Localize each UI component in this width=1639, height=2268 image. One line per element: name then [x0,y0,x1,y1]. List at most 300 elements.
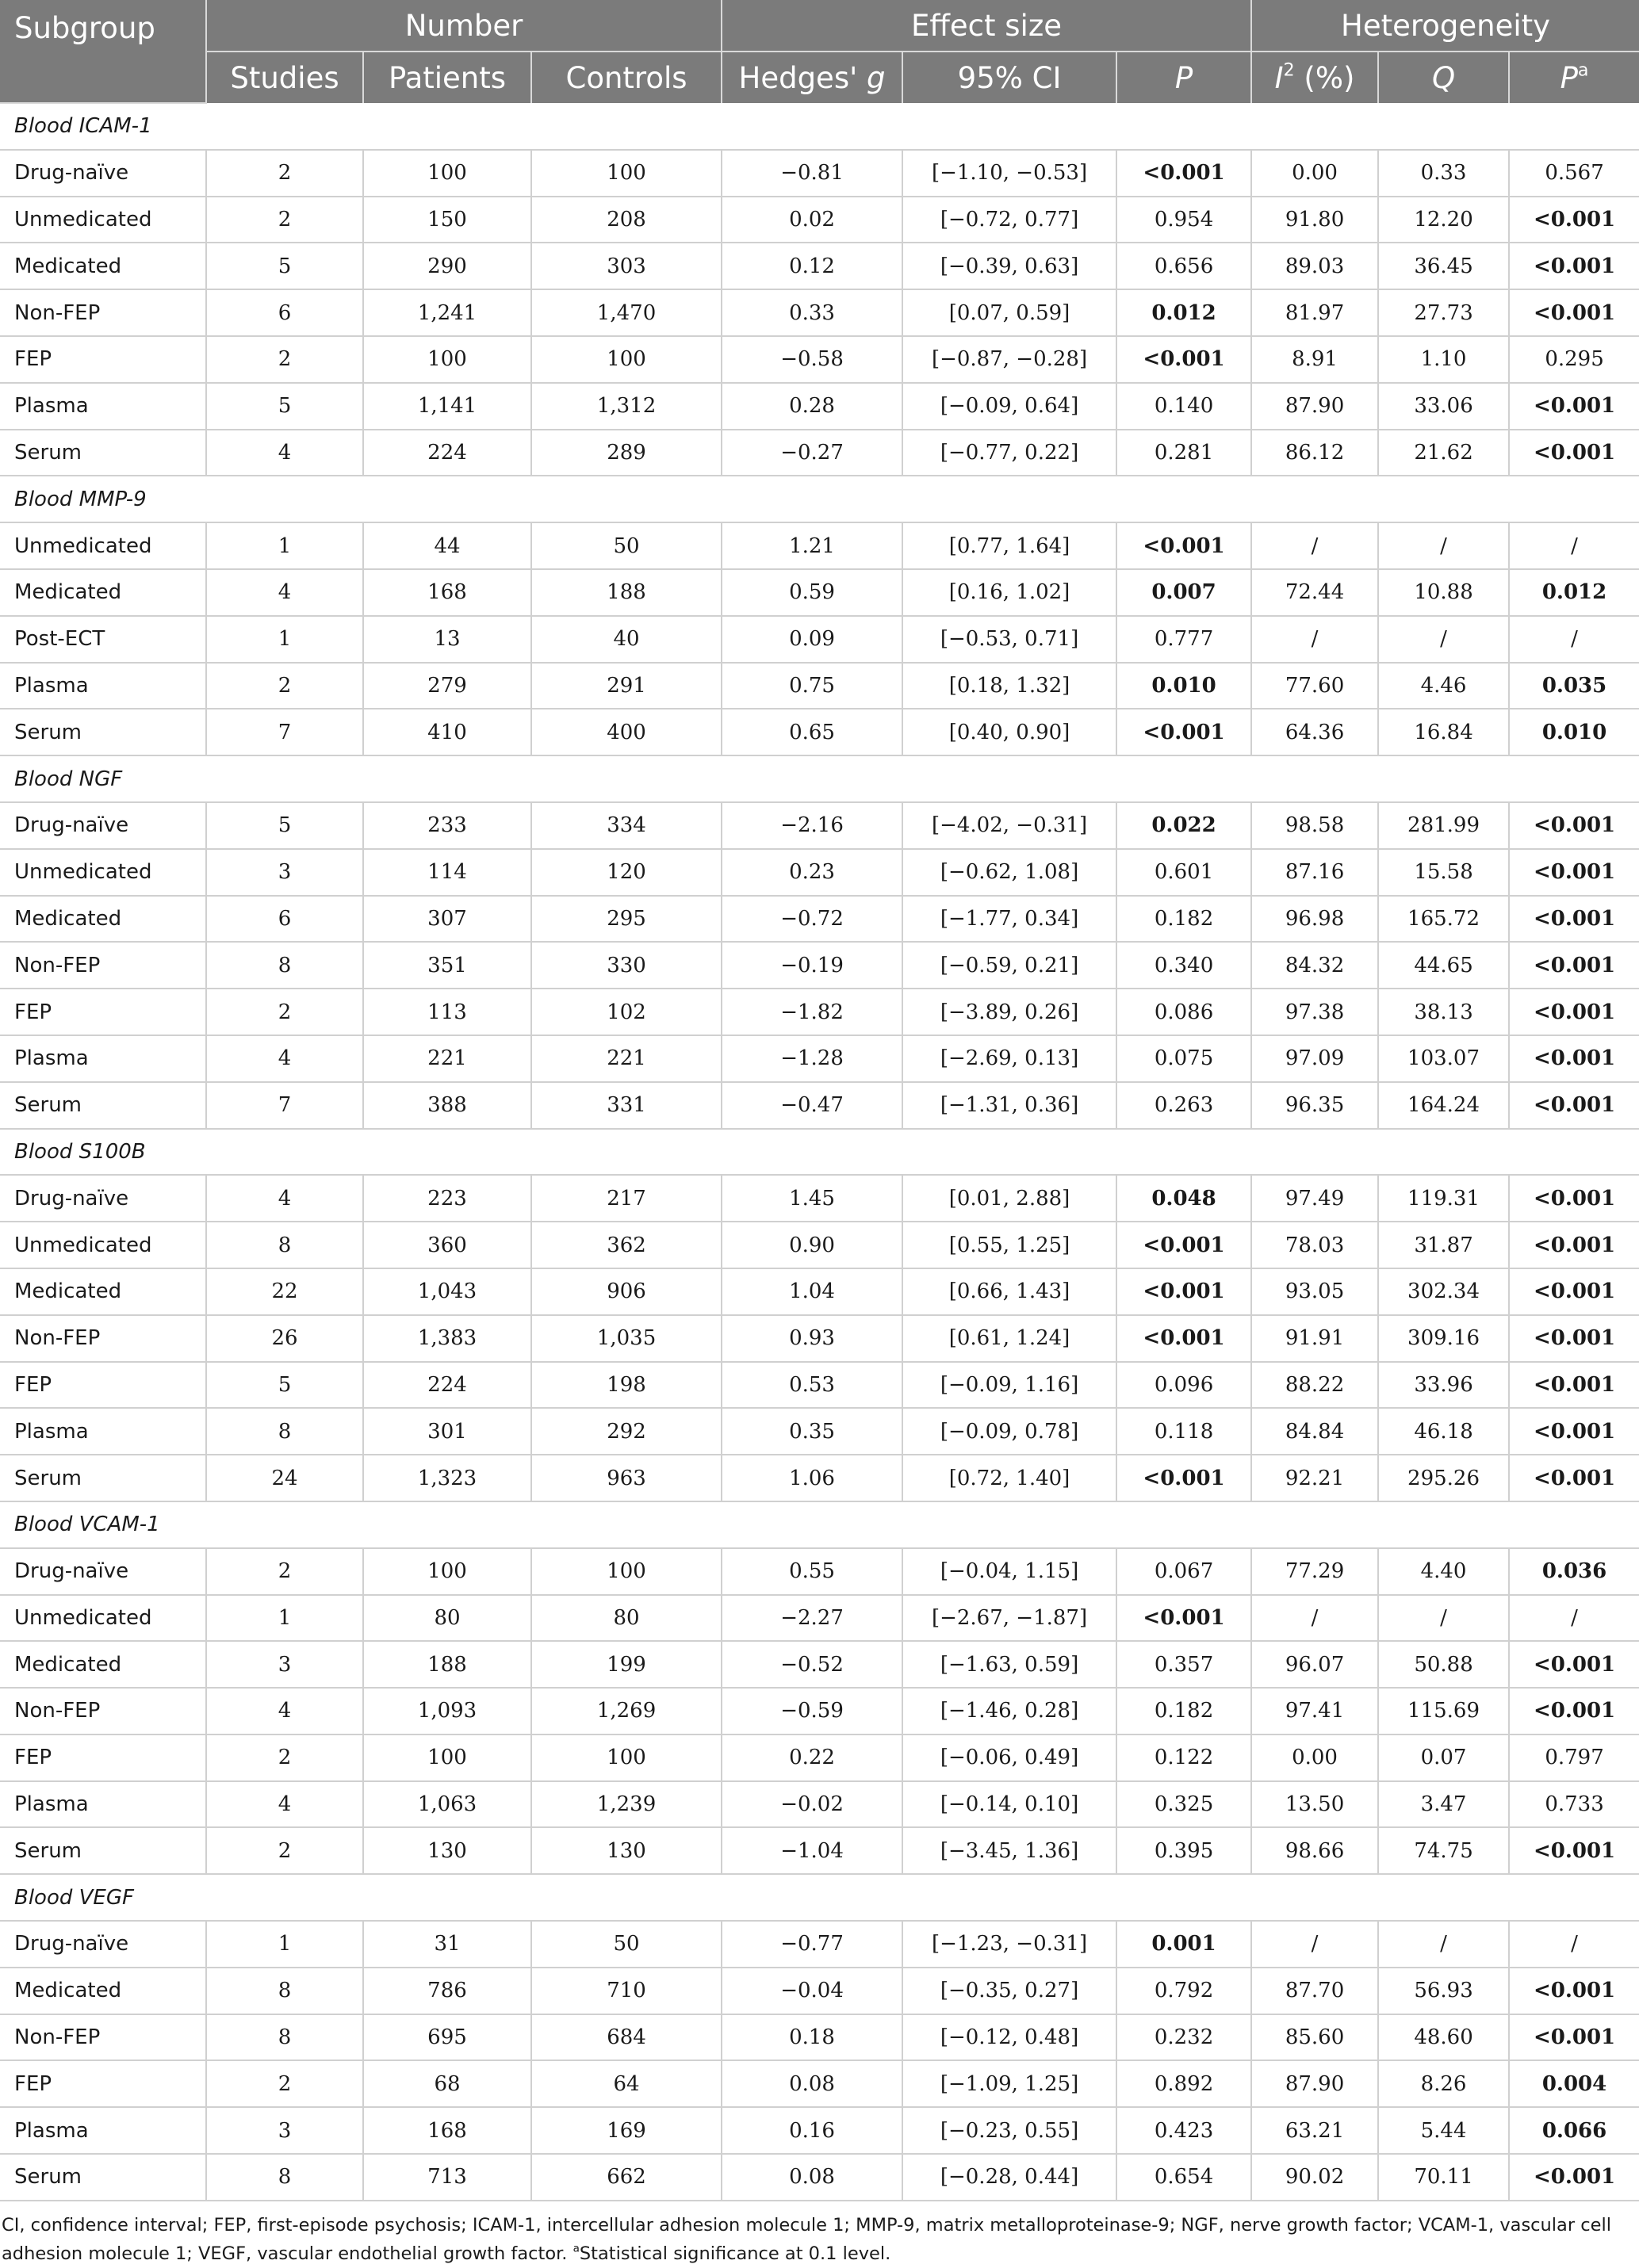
cell-studies: 5 [206,802,363,849]
cell-subgroup: Plasma [0,1035,206,1082]
cell-q: 36.45 [1378,243,1509,289]
cell-pa: / [1509,522,1639,569]
table-row [0,1548,1639,1595]
cell-patients: 188 [363,1641,531,1688]
cell-i2: 96.35 [1251,1082,1378,1129]
cell-i2: 96.07 [1251,1641,1378,1688]
cell-controls: 662 [531,2154,722,2201]
cell-pa: <0.001 [1509,942,1639,989]
cell-pa: 0.004 [1509,2060,1639,2107]
cell-studies: 5 [206,383,363,430]
cell-subgroup: Drug-naïve [0,1921,206,1968]
cell-95ci: [−1.10, −0.53] [902,150,1116,197]
cell-q: 115.69 [1378,1688,1509,1734]
cell-patients: 307 [363,896,531,943]
cell-patients: 233 [363,802,531,849]
cell-q: 10.88 [1378,569,1509,616]
table-row [0,1268,1639,1315]
cell-hedges-g: 0.09 [722,616,902,663]
header-hedges-g: Hedges' g [722,52,902,103]
cell-pa: / [1509,1595,1639,1642]
group-title: Blood ICAM-1 [0,103,1639,150]
cell-p: 0.357 [1116,1641,1251,1688]
cell-p: 0.777 [1116,616,1251,663]
table-row [0,430,1639,476]
cell-patients: 1,093 [363,1688,531,1734]
cell-hedges-g: −0.27 [722,430,902,476]
cell-q: 16.84 [1378,709,1509,755]
cell-hedges-g: 1.45 [722,1175,902,1222]
table-row [0,2107,1639,2154]
cell-controls: 40 [531,616,722,663]
table-row [0,989,1639,1035]
cell-subgroup: Non-FEP [0,942,206,989]
cell-i2: 63.21 [1251,2107,1378,2154]
cell-pa: / [1509,1921,1639,1968]
cell-studies: 3 [206,2107,363,2154]
cell-i2: 8.91 [1251,336,1378,383]
cell-p: 0.022 [1116,802,1251,849]
cell-p: 0.118 [1116,1408,1251,1455]
cell-q: 0.33 [1378,150,1509,197]
group-header-row [0,103,1639,150]
cell-patients: 786 [363,1968,531,2014]
cell-q: 38.13 [1378,989,1509,1035]
cell-pa: 0.035 [1509,663,1639,709]
cell-pa: <0.001 [1509,1362,1639,1409]
cell-studies: 5 [206,1362,363,1409]
cell-p: 0.001 [1116,1921,1251,1968]
cell-i2: 81.97 [1251,289,1378,336]
cell-patients: 1,323 [363,1455,531,1501]
group-header-row [0,1129,1639,1176]
cell-patients: 223 [363,1175,531,1222]
cell-subgroup: Medicated [0,1641,206,1688]
cell-pa: 0.733 [1509,1781,1639,1828]
cell-subgroup: Drug-naïve [0,1548,206,1595]
table-row [0,243,1639,289]
cell-p: <0.001 [1116,1455,1251,1501]
cell-pa: 0.295 [1509,336,1639,383]
cell-hedges-g: 0.53 [722,1362,902,1409]
table-row [0,802,1639,849]
cell-controls: 1,269 [531,1688,722,1734]
cell-q: 44.65 [1378,942,1509,989]
cell-p: <0.001 [1116,150,1251,197]
cell-p: 0.954 [1116,197,1251,243]
cell-p: <0.001 [1116,336,1251,383]
cell-q: 165.72 [1378,896,1509,943]
cell-controls: 50 [531,522,722,569]
cell-hedges-g: 0.18 [722,2014,902,2061]
cell-controls: 330 [531,942,722,989]
cell-p: <0.001 [1116,1595,1251,1642]
cell-studies: 22 [206,1268,363,1315]
cell-q: 295.26 [1378,1455,1509,1501]
cell-i2: 13.50 [1251,1781,1378,1828]
cell-hedges-g: 0.33 [722,289,902,336]
cell-pa: <0.001 [1509,2154,1639,2201]
cell-q: / [1378,522,1509,569]
cell-controls: 100 [531,1548,722,1595]
cell-i2: 77.29 [1251,1548,1378,1595]
cell-patients: 113 [363,989,531,1035]
table-row [0,2154,1639,2201]
cell-studies: 2 [206,663,363,709]
cell-subgroup: Plasma [0,2107,206,2154]
cell-patients: 168 [363,2107,531,2154]
cell-studies: 5 [206,243,363,289]
cell-95ci: [−0.39, 0.63] [902,243,1116,289]
cell-patients: 221 [363,1035,531,1082]
table-row [0,1968,1639,2014]
cell-studies: 24 [206,1455,363,1501]
cell-subgroup: Non-FEP [0,289,206,336]
cell-controls: 198 [531,1362,722,1409]
cell-controls: 362 [531,1222,722,1268]
cell-patients: 279 [363,663,531,709]
cell-patients: 13 [363,616,531,663]
table-row [0,522,1639,569]
cell-p: <0.001 [1116,1315,1251,1362]
cell-hedges-g: 0.23 [722,849,902,896]
table-body [0,103,1639,2201]
table-row [0,942,1639,989]
cell-studies: 3 [206,1641,363,1688]
cell-i2: 0.00 [1251,1734,1378,1781]
cell-q: 309.16 [1378,1315,1509,1362]
cell-patients: 100 [363,1734,531,1781]
cell-controls: 1,035 [531,1315,722,1362]
cell-i2: 97.41 [1251,1688,1378,1734]
cell-hedges-g: 1.06 [722,1455,902,1501]
cell-95ci: [0.16, 1.02] [902,569,1116,616]
cell-95ci: [−1.77, 0.34] [902,896,1116,943]
cell-95ci: [0.55, 1.25] [902,1222,1116,1268]
cell-q: 21.62 [1378,430,1509,476]
cell-p: 0.232 [1116,2014,1251,2061]
cell-subgroup: Drug-naïve [0,802,206,849]
cell-q: 27.73 [1378,289,1509,336]
cell-pa: 0.567 [1509,150,1639,197]
cell-q: 119.31 [1378,1175,1509,1222]
header-pa: $P^a$ [1509,52,1639,103]
cell-i2: / [1251,522,1378,569]
header-number: Number [206,0,722,52]
table-header [0,0,1639,103]
cell-q: 50.88 [1378,1641,1509,1688]
header-patients: Patients [363,52,531,103]
cell-pa: 0.036 [1509,1548,1639,1595]
cell-p: <0.001 [1116,709,1251,755]
cell-q: 164.24 [1378,1082,1509,1129]
cell-pa: <0.001 [1509,989,1639,1035]
group-title: Blood VCAM-1 [0,1501,1639,1548]
cell-q: 0.07 [1378,1734,1509,1781]
header-studies: Studies [206,52,363,103]
cell-studies: 2 [206,150,363,197]
cell-studies: 2 [206,989,363,1035]
cell-controls: 80 [531,1595,722,1642]
table-row [0,2060,1639,2107]
cell-i2: 97.38 [1251,989,1378,1035]
cell-hedges-g: 0.22 [722,1734,902,1781]
cell-pa: 0.797 [1509,1734,1639,1781]
cell-subgroup: Drug-naïve [0,1175,206,1222]
cell-95ci: [−0.77, 0.22] [902,430,1116,476]
cell-pa: 0.066 [1509,2107,1639,2154]
cell-patients: 130 [363,1827,531,1874]
cell-95ci: [−0.28, 0.44] [902,2154,1116,2201]
cell-hedges-g: −1.04 [722,1827,902,1874]
table-row [0,197,1639,243]
cell-pa: / [1509,616,1639,663]
cell-subgroup: Plasma [0,1781,206,1828]
table-row [0,1781,1639,1828]
cell-controls: 710 [531,1968,722,2014]
cell-i2: 96.98 [1251,896,1378,943]
cell-subgroup: Serum [0,709,206,755]
cell-hedges-g: 0.93 [722,1315,902,1362]
cell-studies: 8 [206,942,363,989]
cell-studies: 4 [206,1175,363,1222]
cell-p: 0.012 [1116,289,1251,336]
cell-subgroup: Unmedicated [0,1222,206,1268]
cell-p: 0.656 [1116,243,1251,289]
cell-hedges-g: 0.08 [722,2060,902,2107]
header-95ci: 95% CI [902,52,1116,103]
cell-95ci: [−0.23, 0.55] [902,2107,1116,2154]
cell-pa: <0.001 [1509,383,1639,430]
cell-hedges-g: 0.90 [722,1222,902,1268]
cell-q: 46.18 [1378,1408,1509,1455]
cell-studies: 8 [206,1222,363,1268]
cell-i2: 64.36 [1251,709,1378,755]
cell-patients: 168 [363,569,531,616]
cell-studies: 1 [206,1595,363,1642]
cell-studies: 7 [206,1082,363,1129]
table-row [0,1222,1639,1268]
cell-controls: 1,239 [531,1781,722,1828]
cell-studies: 1 [206,616,363,663]
cell-hedges-g: −0.72 [722,896,902,943]
cell-i2: 87.70 [1251,1968,1378,2014]
cell-95ci: [−0.09, 0.64] [902,383,1116,430]
cell-subgroup: Unmedicated [0,1595,206,1642]
cell-patients: 1,043 [363,1268,531,1315]
cell-controls: 1,312 [531,383,722,430]
cell-i2: 92.21 [1251,1455,1378,1501]
cell-controls: 188 [531,569,722,616]
cell-patients: 224 [363,1362,531,1409]
cell-controls: 963 [531,1455,722,1501]
cell-subgroup: Medicated [0,896,206,943]
cell-q: 15.58 [1378,849,1509,896]
cell-p: 0.140 [1116,383,1251,430]
table-footnote: CI, confidence interval; FEP, first-episode psychosis; ICAM-1, intercellular adhesion molecule 1; MMP-9, matrix metalloproteinase-9; NGF, nerve growth factor; VCAM-1, vascular cell adhesion molecule 1; VEGF, vascular endothelial growth factor. $^a$Statistical significance at 0.1 level. [2,2214,1611,2264]
cell-patients: 410 [363,709,531,755]
table-row [0,1688,1639,1734]
cell-patients: 150 [363,197,531,243]
group-title: Blood S100B [0,1129,1639,1176]
cell-i2: 86.12 [1251,430,1378,476]
cell-subgroup: Unmedicated [0,522,206,569]
cell-studies: 2 [206,336,363,383]
cell-pa: 0.012 [1509,569,1639,616]
cell-hedges-g: −0.81 [722,150,902,197]
cell-controls: 100 [531,150,722,197]
cell-95ci: [−0.09, 1.16] [902,1362,1116,1409]
group-title: Blood NGF [0,755,1639,802]
cell-95ci: [−0.53, 0.71] [902,616,1116,663]
cell-q: 31.87 [1378,1222,1509,1268]
table-row [0,1175,1639,1222]
cell-i2: 85.60 [1251,2014,1378,2061]
cell-hedges-g: 1.21 [722,522,902,569]
cell-patients: 224 [363,430,531,476]
cell-subgroup: Unmedicated [0,849,206,896]
cell-95ci: [0.18, 1.32] [902,663,1116,709]
cell-95ci: [0.77, 1.64] [902,522,1116,569]
cell-hedges-g: 1.04 [722,1268,902,1315]
cell-q: 70.11 [1378,2154,1509,2201]
cell-q: 33.96 [1378,1362,1509,1409]
cell-i2: 98.58 [1251,802,1378,849]
cell-p: 0.067 [1116,1548,1251,1595]
cell-pa: <0.001 [1509,1455,1639,1501]
cell-q: 4.40 [1378,1548,1509,1595]
table-row [0,569,1639,616]
cell-subgroup: Unmedicated [0,197,206,243]
cell-studies: 4 [206,1781,363,1828]
cell-p: 0.601 [1116,849,1251,896]
cell-patients: 388 [363,1082,531,1129]
table-row [0,616,1639,663]
cell-p: 0.182 [1116,1688,1251,1734]
table-row [0,2014,1639,2061]
cell-subgroup: Post-ECT [0,616,206,663]
cell-95ci: [−0.14, 0.10] [902,1781,1116,1828]
cell-i2: 93.05 [1251,1268,1378,1315]
cell-controls: 130 [531,1827,722,1874]
table-row [0,289,1639,336]
cell-hedges-g: 0.65 [722,709,902,755]
cell-95ci: [−3.89, 0.26] [902,989,1116,1035]
cell-studies: 1 [206,1921,363,1968]
cell-subgroup: Serum [0,1082,206,1129]
cell-subgroup: FEP [0,1734,206,1781]
cell-subgroup: Medicated [0,1268,206,1315]
cell-hedges-g: −0.59 [722,1688,902,1734]
table-row [0,1921,1639,1968]
cell-hedges-g: 0.55 [722,1548,902,1595]
cell-95ci: [0.40, 0.90] [902,709,1116,755]
cell-patients: 1,141 [363,383,531,430]
cell-i2: / [1251,1595,1378,1642]
table-row [0,709,1639,755]
header-p: P [1116,52,1251,103]
cell-95ci: [−1.31, 0.36] [902,1082,1116,1129]
cell-95ci: [−0.35, 0.27] [902,1968,1116,2014]
table-row [0,1827,1639,1874]
cell-pa: <0.001 [1509,2014,1639,2061]
cell-95ci: [−0.87, −0.28] [902,336,1116,383]
cell-pa: <0.001 [1509,430,1639,476]
cell-studies: 8 [206,2014,363,2061]
cell-controls: 400 [531,709,722,755]
cell-q: 5.44 [1378,2107,1509,2154]
cell-95ci: [−2.67, −1.87] [902,1595,1116,1642]
cell-pa: <0.001 [1509,802,1639,849]
cell-p: 0.096 [1116,1362,1251,1409]
cell-95ci: [0.01, 2.88] [902,1175,1116,1222]
cell-95ci: [−1.63, 0.59] [902,1641,1116,1688]
table-row [0,663,1639,709]
cell-controls: 50 [531,1921,722,1968]
cell-q: 281.99 [1378,802,1509,849]
group-title: Blood VEGF [0,1874,1639,1921]
cell-hedges-g: −0.77 [722,1921,902,1968]
cell-pa: <0.001 [1509,1082,1639,1129]
header-controls: Controls [531,52,722,103]
cell-patients: 100 [363,150,531,197]
cell-i2: 84.84 [1251,1408,1378,1455]
cell-q: 74.75 [1378,1827,1509,1874]
cell-patients: 1,383 [363,1315,531,1362]
cell-i2: 78.03 [1251,1222,1378,1268]
cell-controls: 100 [531,1734,722,1781]
cell-hedges-g: −0.19 [722,942,902,989]
cell-i2: 77.60 [1251,663,1378,709]
cell-pa: <0.001 [1509,1968,1639,2014]
group-header-row [0,1501,1639,1548]
cell-studies: 4 [206,430,363,476]
cell-controls: 100 [531,336,722,383]
cell-subgroup: FEP [0,989,206,1035]
cell-p: 0.654 [1116,2154,1251,2201]
cell-95ci: [0.72, 1.40] [902,1455,1116,1501]
cell-q: 48.60 [1378,2014,1509,2061]
cell-hedges-g: −2.16 [722,802,902,849]
cell-controls: 684 [531,2014,722,2061]
cell-q: 8.26 [1378,2060,1509,2107]
cell-controls: 221 [531,1035,722,1082]
cell-95ci: [−3.45, 1.36] [902,1827,1116,1874]
cell-pa: <0.001 [1509,1408,1639,1455]
cell-patients: 351 [363,942,531,989]
cell-patients: 100 [363,1548,531,1595]
cell-pa: <0.001 [1509,849,1639,896]
table-row [0,1082,1639,1129]
cell-q: / [1378,1595,1509,1642]
cell-p: 0.340 [1116,942,1251,989]
cell-p: 0.325 [1116,1781,1251,1828]
cell-controls: 1,470 [531,289,722,336]
table-row [0,1315,1639,1362]
cell-95ci: [−0.09, 0.78] [902,1408,1116,1455]
cell-studies: 26 [206,1315,363,1362]
table-row [0,336,1639,383]
cell-p: 0.010 [1116,663,1251,709]
cell-controls: 64 [531,2060,722,2107]
cell-patients: 1,063 [363,1781,531,1828]
cell-q: 56.93 [1378,1968,1509,2014]
cell-p: 0.007 [1116,569,1251,616]
cell-controls: 291 [531,663,722,709]
cell-patients: 44 [363,522,531,569]
cell-subgroup: Drug-naïve [0,150,206,197]
cell-studies: 2 [206,1734,363,1781]
